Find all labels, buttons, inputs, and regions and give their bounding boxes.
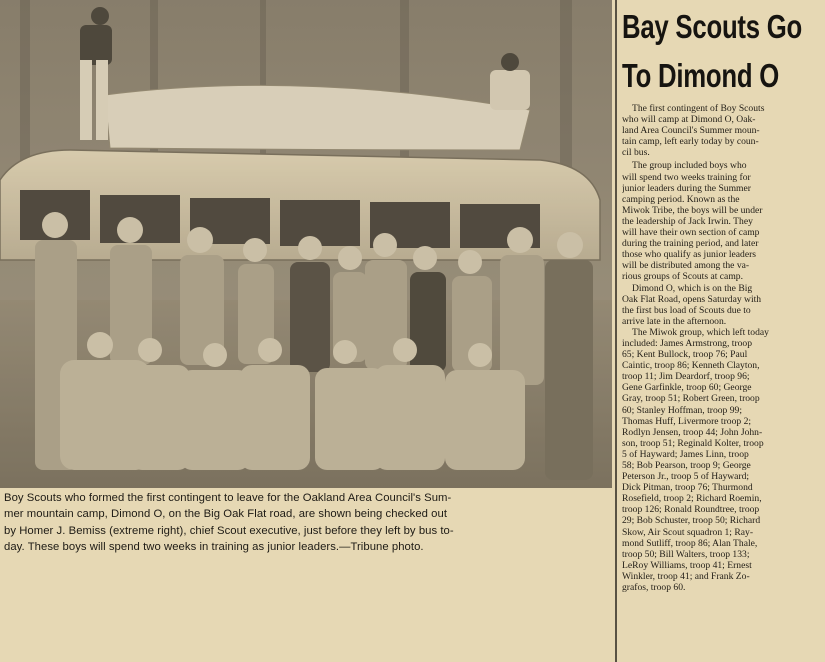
paragraph-3-line: the first bus load of Scouts due to (622, 304, 751, 316)
paragraph-4-line: 60; Stanley Hoffman, troop 99; (622, 404, 742, 416)
paragraph-3-line: arrive late in the afternoon. (622, 315, 727, 327)
caption-line: mer mountain camp, Dimond O, on the Big Oak Flat road, are shown being checked out (4, 508, 448, 521)
paragraph-3-line: Oak Flat Road, opens Saturday with (622, 293, 762, 305)
paragraph-4-line: son, troop 51; Reginald Kolter, troop (622, 437, 764, 449)
paragraph-2-line: rious groups of Scouts at camp. (622, 271, 743, 283)
paragraph-4-line: The Miwok group, which left today (632, 326, 769, 338)
paragraph-2-line: Miwok Tribe, the boys will be under (622, 204, 763, 216)
caption-line: by Homer J. Bemiss (extreme right), chief Scout executive, just before they left by bus to- (4, 524, 454, 537)
paragraph-4-line: LeRoy Williams, troop 41; Ernest (622, 559, 752, 571)
headline-line-1: Bay Scouts Go (622, 8, 803, 45)
photo-caption (4, 490, 606, 556)
article-body (622, 103, 825, 593)
paragraph-4-line: Skow, Air Scout squadron 1; Ray- (622, 526, 754, 538)
paragraph-4-line: 29; Bob Schuster, troop 50; Richard (622, 515, 761, 527)
paragraph-1-line: land Area Council's Summer moun- (622, 125, 760, 137)
paragraph-4-line: troop 126; Ronald Roundtree, troop (622, 504, 760, 516)
paragraph-4-line: Rodlyn Jensen, troop 44; John John- (622, 426, 763, 438)
paragraph-4-line: troop 11; Jim Deardorf, troop 96; (622, 371, 750, 383)
paragraph-1-line: tain camp, left early today by coun- (622, 136, 759, 148)
paragraph-4-line: 65; Kent Bullock, troop 76; Paul (622, 349, 748, 361)
paragraph-2-line: the leadership of Jack Irwin. They (622, 215, 753, 227)
caption-line: Boy Scouts who formed the first contingent to leave for the Oakland Area Council's Sum- (4, 492, 452, 504)
paragraph-4-line: Thomas Huff, Livermore troop 2; (622, 415, 752, 427)
paragraph-2-line: junior leaders during the Summer (622, 182, 751, 194)
paragraph-4-line: Dick Pitman, troop 76; Thurmond (622, 482, 753, 494)
paragraph-4-line: Peterson Jr., troop 5 of Hayward; (622, 471, 750, 483)
paragraph-4-line: 58; Bob Pearson, troop 9; George (622, 460, 751, 471)
paragraph-4-line: Gray, troop 51; Robert Green, troop (622, 393, 760, 405)
paragraph-2-line: The group included boys who (632, 160, 747, 172)
paragraph-4-line: Caintic, troop 86; Kenneth Clayton, (622, 360, 760, 372)
paragraph-4-line: Winkler, troop 41; and Frank Zo- (622, 570, 750, 582)
paragraph-4-line: Rosefield, troop 2; Richard Roemin, (622, 493, 762, 505)
paragraph-4-line: troop 50; Bill Walters, troop 133; (622, 548, 750, 560)
paragraph-2-line: camping period. Known as the (622, 193, 740, 205)
column-divider (615, 0, 617, 662)
paragraph-4-line: grafos, troop 60. (622, 582, 686, 594)
paragraph-4-line: Gene Garfinkle, troop 60; George (622, 382, 752, 394)
paragraph-1-line: The first contingent of Boy Scouts (632, 103, 765, 114)
paragraph-1-line: who will camp at Dimond O, Oak- (622, 114, 756, 126)
paragraph-1-line: cil bus. (622, 147, 650, 159)
caption-line: day. These boys will spend two weeks in training as junior leaders.—Tribune photo. (4, 541, 424, 554)
paragraph-2-line: will be distributed among the va- (622, 260, 750, 272)
paragraph-4-line: 5 of Hayward; James Linn, troop (622, 448, 749, 460)
paragraph-3-line: Dimond O, which is on the Big (632, 282, 753, 294)
headline-line-2: To Dimond O (622, 57, 780, 94)
paragraph-2-line: will have their own section of camp (622, 227, 760, 239)
paragraph-2-line: those who qualify as junior leaders (622, 249, 757, 261)
paragraph-4-line: included: James Armstrong, troop (622, 337, 753, 349)
article-column (622, 0, 825, 662)
paragraph-4-line: mond Sutliff, troop 86; Alan Thale, (622, 537, 758, 549)
paragraph-2-line: will spend two weeks training for (622, 171, 751, 183)
paragraph-2-line: during the training period, and later (622, 238, 759, 250)
headline (622, 0, 803, 100)
